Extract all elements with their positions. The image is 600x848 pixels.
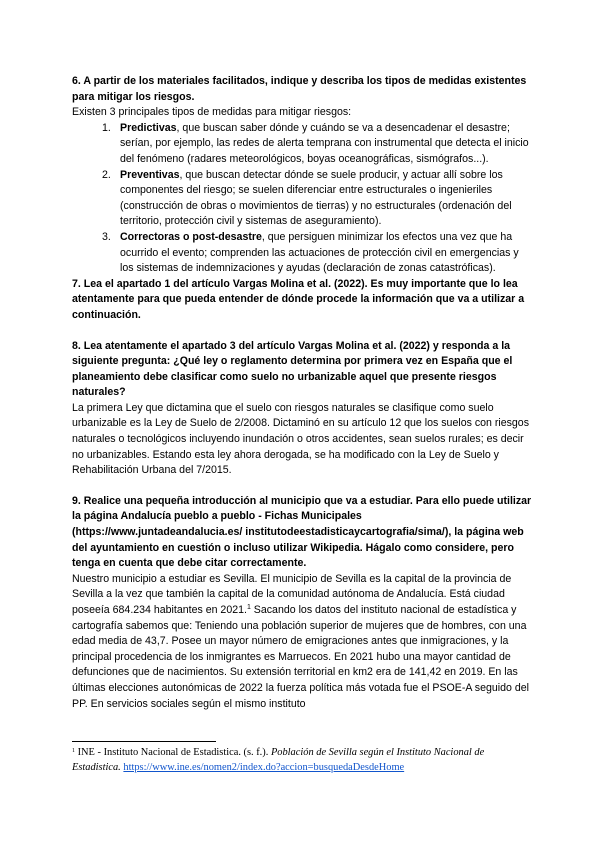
footnote-link[interactable]: https://www.ine.es/nomen2/index.do?accion=busquedaDesdeHome [123, 761, 405, 773]
footnote-title: Población de Sevilla según el Instituto Nacional de Estadistica. [72, 747, 485, 773]
document-body [72, 74, 532, 712]
footnote-source: INE - Instituto Nacional de Estadistica. (s. f.). [75, 747, 271, 758]
answer-text: Nuestro municipio a estudiar es Sevilla. El municipio de Sevilla es la capital de la provincia de Sevilla a la vez que también la capital de la comunidad autónoma de Andalucía. Está ciudad poseeía 684.234 habitantes en 2021. [72, 572, 512, 616]
answer-text-continued: Sacando los datos del instituto nacional de estadística y cartografía sabemos que: Teniendo una población superior de mujeres que de hombres, con una edad media de 43,7. Posee un mayor número de emigraciones antes que inmigraciones, y la principal procedencia de los inmigrantes es Marruecos. En 2021 hubo una mayor cantidad de defunciones que de nacimientos. Su extensión territorial en km2 era de 141,42 en 2019. En las últimas elecciones autonómicas de 2022 la fuerza política más votada fue el PSOE-A seguido del PP. En servicios sociales según el mismo instituto [72, 604, 529, 710]
list-item-text: , que buscan detectar dónde se suele producir, y actuar allí sobre los componentes del riesgo; se suelen diferenciar entre estructurales o ingenieriles (construcción de obras o movimientos de tierras) y no estructurales (ordenación del territorio, protección civil y sistemas de aseguramiento). [120, 168, 512, 228]
list-item-term: Correctoras o post-desastre [120, 230, 262, 243]
footnote [72, 746, 532, 775]
question-6-heading: 6. A partir de los materiales facilitados, indique y describa los tipos de medidas existentes para mitigar los riesgos. [72, 75, 527, 103]
question-6-intro: Existen 3 principales tipos de medidas para mitigar riesgos: [72, 106, 352, 119]
question-7-heading: 7. Lea el apartado 1 del artículo Vargas Molina et al. (2022). Es muy importante que lo lea atentamente para que pueda entender de dónde procede la información que va a utilizar a continuación. [72, 277, 525, 321]
question-9-answer [72, 572, 532, 712]
mitigation-measures-list [72, 121, 532, 277]
question-8-answer: La primera Ley que dictamina que el suelo con riesgos naturales se clasifique como suelo urbanizable es la Ley de Suelo de 2/2008. Dictaminó en su artículo 12 que los suelos con riesgos naturales o tecnológicos incluyendo inundación o otros accidentes, sean suelos rurales; es decir no urbanizables. Estando esta ley ahora derogada, se ha modificado con la Ley de Suelo y Rehabilitación Urbana del 7/2015. [72, 401, 529, 477]
footnote-separator [72, 741, 216, 742]
list-number: 3. [102, 230, 111, 243]
list-item-term: Preventivas [120, 168, 180, 181]
list-item [72, 168, 532, 230]
list-item [72, 121, 532, 168]
list-number: 2. [102, 168, 111, 181]
list-item-term: Predictivas [120, 121, 177, 134]
list-item-text: , que buscan saber dónde y cuándo se va a desencadenar el desastre; serían, por ejemplo, las redes de alerta temprana con instrumental que detecta el inicio del fenómeno (radares meteorológicos, boyas oceanográficas, sismógrafos...). [120, 121, 529, 165]
question-9-heading: 9. Realice una pequeña introducción al municipio que va a estudiar. Para ello puede utilizar la página Andalucía pueblo a pueblo - Fichas Municipales (https://www.juntadeandalucia.es/ institutodeestadisticaycartografia/sima/), la página web del ayuntamiento en cuestión o incluso utilizar Wikipedia. Hágalo como considere, pero tenga en cuenta que debe citar correctamente. [72, 494, 532, 570]
footnote-mark: 1 [72, 748, 75, 754]
list-item-text: , que persiguen minimizar los efectos una vez que ha ocurrido el evento; comprenden las actuaciones de protección civil en emergencias y los sistemas de indemnizaciones y ayudas (declaración de zonas catastróficas). [120, 230, 519, 275]
question-8-heading: 8. Lea atentamente el apartado 3 del artículo Vargas Molina et al. (2022) y responda a la siguiente pregunta: ¿Qué ley o reglamento determina por primera vez en España que el planeamiento debe clasificar como suelo no urbanizable aquel que presente riesgos naturales? [72, 339, 513, 399]
list-item [72, 230, 532, 277]
list-number: 1. [102, 121, 111, 134]
paragraph-gap [72, 479, 532, 494]
paragraph-gap [72, 324, 532, 339]
footnote-reference[interactable]: 1 [246, 604, 251, 611]
